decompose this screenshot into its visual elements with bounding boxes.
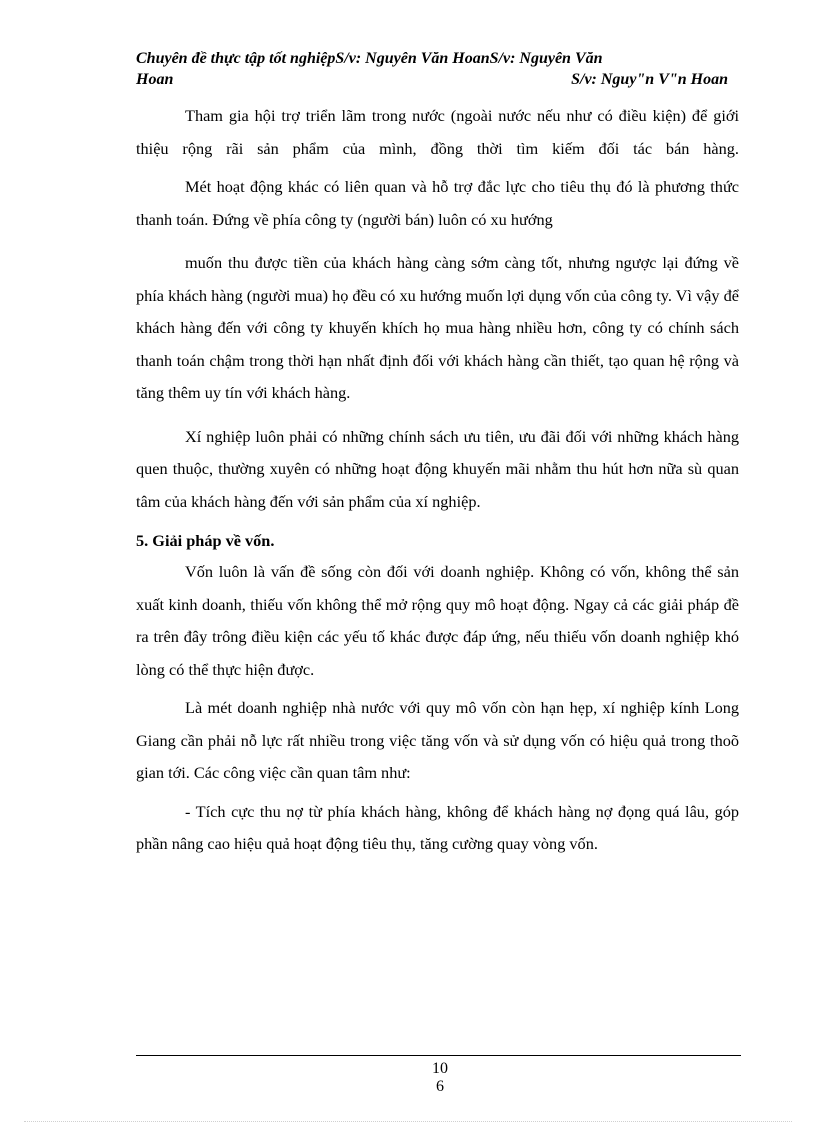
paragraph-debt-collection: - Tích cực thu nợ từ phía khách hàng, không để khách hàng nợ đọng quá lâu, góp phần nâng cao hiệu quả hoạt động tiêu thụ, tăng cường quay vòng vốn. — [136, 801, 739, 853]
paragraph-customer-policy: Xí nghiệp luôn phải có những chính sách ưu tiên, ưu đãi đối với những khách hàng quen thuộc, thường xuyên có những hoạt động khuyến mãi nhằm thu hút hơn nữa sù quan tâm của khách hàng đến với sản phẩm của xí nghiệp. — [136, 426, 739, 511]
header-line-1: Chuyên đề thực tập tốt nghiệpS/v: Nguyên Văn HoanS/v: Nguyên Văn — [136, 50, 603, 67]
page-bottom-border — [24, 1121, 792, 1122]
paragraph-payment-terms: muốn thu được tiền của khách hàng càng sớm càng tốt, nhưng ngược lại đứng về phía khách hàng (người mua) họ đều có xu hướng muốn lợi dụng vốn của công ty. Vì vậy để khách hàng đến với công ty khuyến khích họ mua hàng nhiều hơn, công ty có chính sách thanh toán chậm trong thời hạn nhất định đối với khách hàng cần thiết, tạo quan hệ rộng và tăng thêm uy tín với khách hàng. — [136, 253, 739, 402]
paragraph-trade-fair: Tham gia hội trợ triển lãm trong nước (ngoài nước nếu như có điều kiện) để giới thiệu rộng rãi sản phẩm của mình, đồng thời tìm kiếm đối tác bán hàng. — [136, 106, 739, 158]
header-author-right: S/v: Nguy"n V"n Hoan — [571, 71, 728, 88]
page-number: 106 — [432, 1060, 448, 1095]
document-body — [136, 100, 739, 861]
paragraph-capital-importance: Vốn luôn là vấn đề sống còn đối với doanh nghiệp. Không có vốn, không thể sản xuất kinh doanh, thiếu vốn không thể mở rộng quy mô hoạt động. Ngay cả các giải pháp đề ra trên đây trông điều kiện các yếu tố khác được đáp ứng, nếu thiếu vốn doanh nghiệp khó lòng có thể thực hiện được. — [136, 562, 739, 679]
paragraph-capital-enterprise: Là mét doanh nghiệp nhà nước với quy mô vốn còn hạn hẹp, xí nghiệp kính Long Giang cần phải nỗ lực rất nhiều trong việc tăng vốn và sử dụng vốn có hiệu quả trong thoõ gian tới. Các công việc cần quan tâm như: — [136, 698, 739, 782]
header-line-2 — [136, 69, 736, 90]
paragraph-payment-method: Mét hoạt động khác có liên quan và hỗ trợ đắc lực cho tiêu thụ đó là phương thức thanh toán. Đứng về phía công ty (người bán) luôn có xu hướng — [136, 177, 739, 229]
header-author-left: Hoan — [136, 71, 174, 88]
section-heading-capital: 5. Giải pháp về vốn. — [136, 531, 275, 550]
footer-divider — [136, 1055, 741, 1056]
page-header — [136, 48, 736, 90]
